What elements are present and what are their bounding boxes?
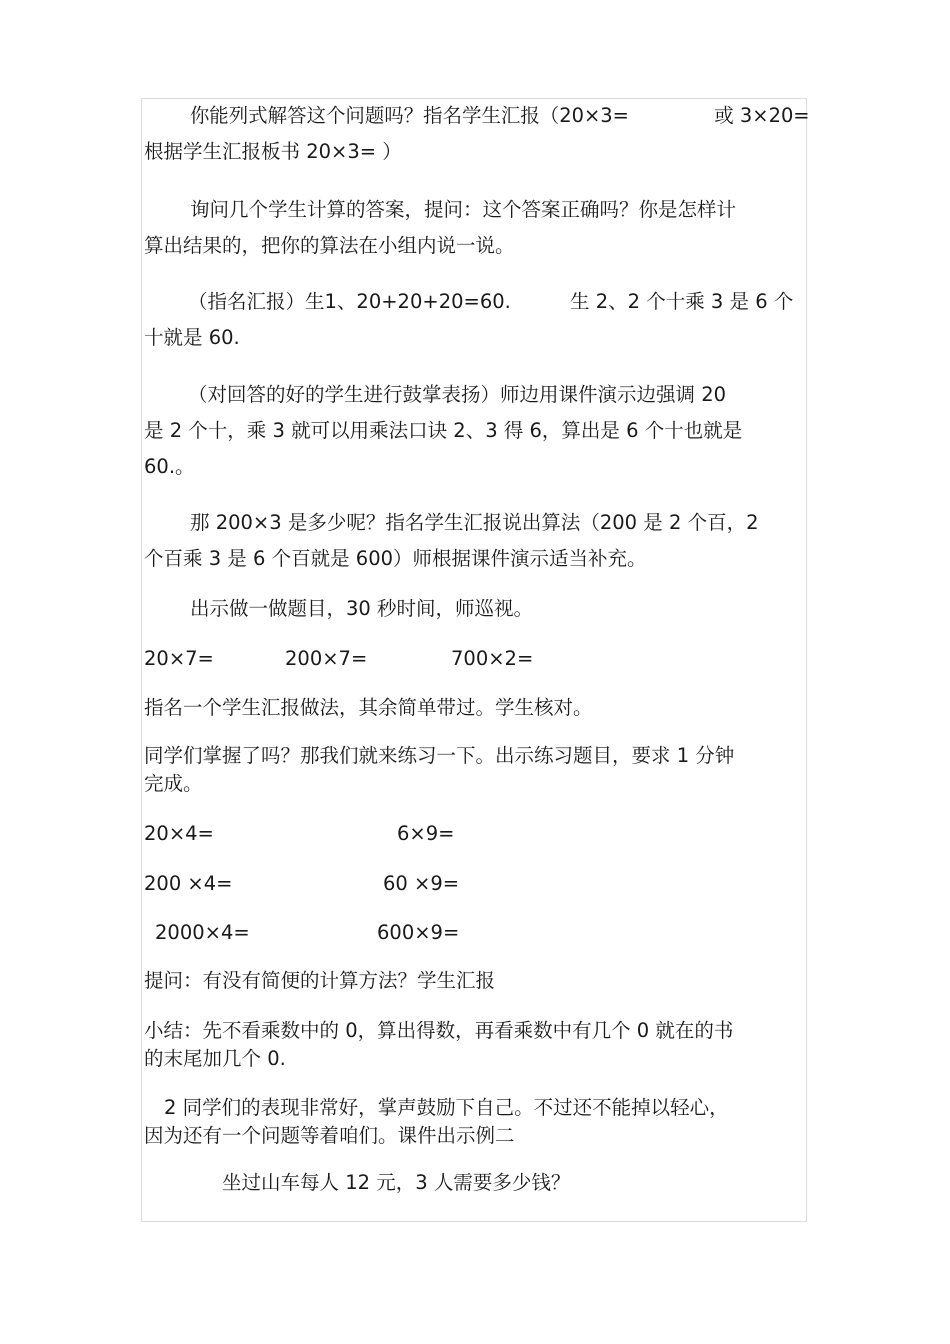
paragraph-3-line-2: 十就是 60. — [144, 326, 240, 349]
summary-line-1: 小结：先不看乘数中的 0，算出得数，再看乘数中有几个 0 就在的书 — [144, 1019, 734, 1042]
paragraph-5-line-1: 那 200×3 是多少呢？指名学生汇报说出算法（200 是 2 个百，2 — [190, 511, 759, 534]
transition-line-1: 2 同学们的表现非常好，掌声鼓励下自己。不过还不能掉以轻心， — [164, 1096, 729, 1119]
paragraph-6-line-1: 出示做一做题目，30 秒时间，师巡视。 — [190, 597, 534, 620]
exercise-item: 20×7= — [144, 647, 214, 670]
example-two-problem: 坐过山车每人 12 元，3 人需要多少钱？ — [222, 1171, 571, 1194]
exercise-item: 200 ×4= — [144, 872, 233, 895]
paragraph-4-line-1: （对回答的好的学生进行鼓掌表扬）师边用课件演示边强调 20 — [188, 383, 727, 406]
report-line: 指名一个学生汇报做法，其余简单带过。学生核对。 — [144, 696, 593, 719]
paragraph-5-line-2: 个百乘 3 是 6 个百就是 600）师根据课件演示适当补充。 — [144, 547, 647, 570]
exercise-item: 600×9= — [377, 921, 460, 944]
summary-line-2: 的末尾加几个 0. — [144, 1047, 286, 1070]
paragraph-1-line-2: 根据学生汇报板书 20×3= ） — [144, 140, 402, 163]
exercise-item: 2000×4= — [155, 921, 250, 944]
exercise-item: 6×9= — [397, 822, 455, 845]
exercise-item: 700×2= — [451, 647, 534, 670]
text-segment: 你能列式解答这个问题吗？指名学生汇报（20×3= — [189, 104, 629, 127]
transition-line-2: 因为还有一个问题等着咱们。课件出示例二 — [144, 1124, 515, 1147]
practice-intro-line-2: 完成。 — [144, 772, 203, 795]
text-segment: 生 2、2 个十乘 3 是 6 个 — [570, 290, 794, 313]
text-segment: （指名汇报）生1、20+20+20=60. — [188, 290, 511, 313]
paragraph-4-line-2: 是 2 个十，乘 3 就可以用乘法口诀 2、3 得 6，算出是 6 个十也就是 — [144, 419, 743, 442]
exercise-item: 200×7= — [285, 647, 368, 670]
document-body — [144, 0, 814, 1344]
paragraph-2-line-1: 询问几个学生计算的答案，提问：这个答案正确吗？你是怎样计 — [190, 198, 737, 221]
exercise-item: 20×4= — [144, 822, 214, 845]
paragraph-2-line-2: 算出结果的，把你的算法在小组内说一说。 — [144, 234, 515, 257]
paragraph-4-line-3: 60.。 — [144, 455, 195, 478]
question-line: 提问：有没有简便的计算方法？学生汇报 — [144, 969, 496, 992]
practice-intro-line-1: 同学们掌握了吗？那我们就来练习一下。出示练习题目，要求 1 分钟 — [144, 744, 735, 767]
exercise-item: 60 ×9= — [383, 872, 460, 895]
text-segment: 或 3×20= — [714, 104, 810, 127]
